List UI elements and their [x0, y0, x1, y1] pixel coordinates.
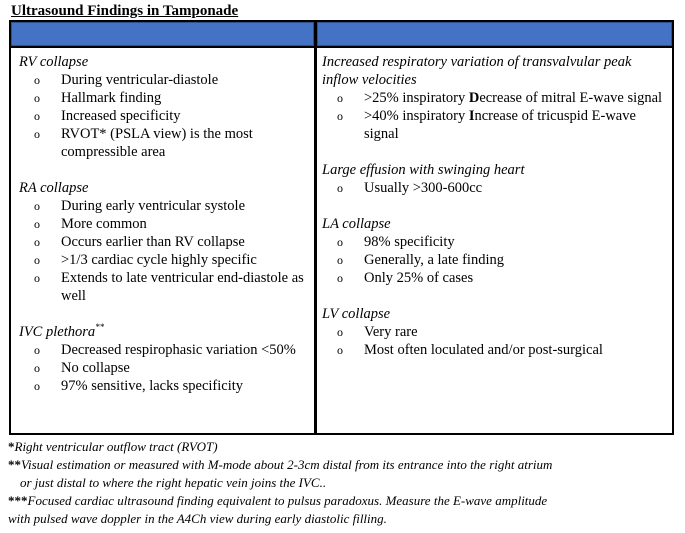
list-item: o >40% inspiratory Increase of tricuspid E-wave signal — [337, 108, 636, 142]
list-item: o No collapse — [34, 360, 130, 376]
bullet-list — [322, 179, 667, 197]
list-item: o RVOT* (PSLA view) is the most compressible area — [34, 126, 253, 160]
bullet-icon: o — [34, 127, 40, 141]
bullet-list — [322, 89, 667, 143]
group-heading: RA collapse — [19, 180, 89, 196]
group-ivc-plethora — [19, 323, 309, 395]
list-item: o Increased specificity — [34, 108, 181, 124]
bullet-icon: o — [34, 379, 40, 393]
bullet-icon: o — [337, 109, 343, 123]
group-respiratory-variation — [322, 53, 667, 143]
left-column — [19, 53, 309, 413]
list-item: o 97% sensitive, lacks specificity — [34, 378, 244, 394]
group-rv-collapse — [19, 53, 309, 161]
list-item: o During ventricular-diastole — [34, 72, 219, 88]
list-item: o Generally, a late finding — [337, 252, 504, 268]
list-item: o Occurs earlier than RV collapse — [34, 234, 245, 250]
list-item: o During early ventricular systole — [34, 198, 246, 214]
list-item: o Decreased respirophasic variation <50% — [34, 342, 296, 358]
group-ra-collapse — [19, 179, 309, 305]
list-item: o Only 25% of cases — [337, 270, 474, 286]
list-item: o Extends to late ventricular end-diastole as well — [34, 270, 304, 304]
list-item: o Hallmark finding — [34, 90, 162, 106]
bullet-icon: o — [34, 235, 40, 249]
column-divider — [314, 22, 317, 433]
list-item: o Usually >300-600cc — [337, 180, 483, 196]
group-heading: LA collapse — [322, 216, 391, 232]
bullet-list — [19, 197, 309, 305]
bullet-icon: o — [337, 271, 343, 285]
list-item: o Very rare — [337, 324, 418, 340]
bullet-icon: o — [34, 217, 40, 231]
bullet-icon: o — [337, 181, 343, 195]
header-cell-left — [11, 22, 314, 46]
list-item: o More common — [34, 216, 147, 232]
bullet-list — [19, 71, 309, 161]
group-heading: Large effusion with swinging heart — [322, 162, 525, 178]
footnote-2-continued: or just distal to where the right hepatic vein joins the IVC.. — [20, 475, 327, 490]
footnote-1: *Right ventricular outflow tract (RVOT) — [8, 439, 218, 454]
findings-table — [9, 20, 674, 435]
bullet-icon: o — [34, 73, 40, 87]
bullet-list — [19, 341, 309, 395]
group-large-effusion — [322, 161, 667, 197]
group-la-collapse — [322, 215, 667, 287]
bullet-icon: o — [337, 235, 343, 249]
list-item: o 98% specificity — [337, 234, 455, 250]
footnote-3-continued: with pulsed wave doppler in the A4Ch view during early diastolic filling. — [8, 511, 387, 526]
list-item: o >1/3 cardiac cycle highly specific — [34, 252, 257, 268]
footnote-3: ***Focused cardiac ultrasound finding equivalent to pulsus paradoxus. Measure the E-wave amplitude — [8, 493, 548, 508]
group-heading: LV collapse — [322, 306, 391, 322]
right-column — [322, 53, 667, 377]
bullet-icon: o — [337, 91, 343, 105]
table-header-row — [11, 22, 672, 48]
list-item: o Most often loculated and/or post-surgical — [337, 342, 603, 358]
group-heading: IVC plethora** — [19, 322, 105, 340]
list-item: o >25% inspiratory Decrease of mitral E-wave signal — [337, 90, 663, 106]
bullet-list — [322, 323, 667, 359]
header-divider — [11, 46, 672, 48]
footnote-2: **Visual estimation or measured with M-mode about 2-3cm distal from its entrance into the right atrium — [8, 457, 553, 472]
group-heading: Increased respiratory variation of transvalvular peak inflow velocities — [322, 54, 632, 88]
bullet-icon: o — [34, 271, 40, 285]
group-heading: RV collapse — [19, 54, 89, 70]
bullet-icon: o — [337, 253, 343, 267]
bullet-icon: o — [337, 343, 343, 357]
bullet-icon: o — [34, 199, 40, 213]
header-cell-right — [317, 22, 672, 46]
bullet-list — [322, 233, 667, 287]
bullet-icon: o — [34, 343, 40, 357]
group-lv-collapse — [322, 305, 667, 359]
bullet-icon: o — [34, 253, 40, 267]
footnotes — [8, 438, 678, 528]
page-title: Ultrasound Findings in Tamponade — [11, 3, 239, 19]
bullet-icon: o — [337, 325, 343, 339]
bullet-icon: o — [34, 109, 40, 123]
bullet-icon: o — [34, 361, 40, 375]
bullet-icon: o — [34, 91, 40, 105]
